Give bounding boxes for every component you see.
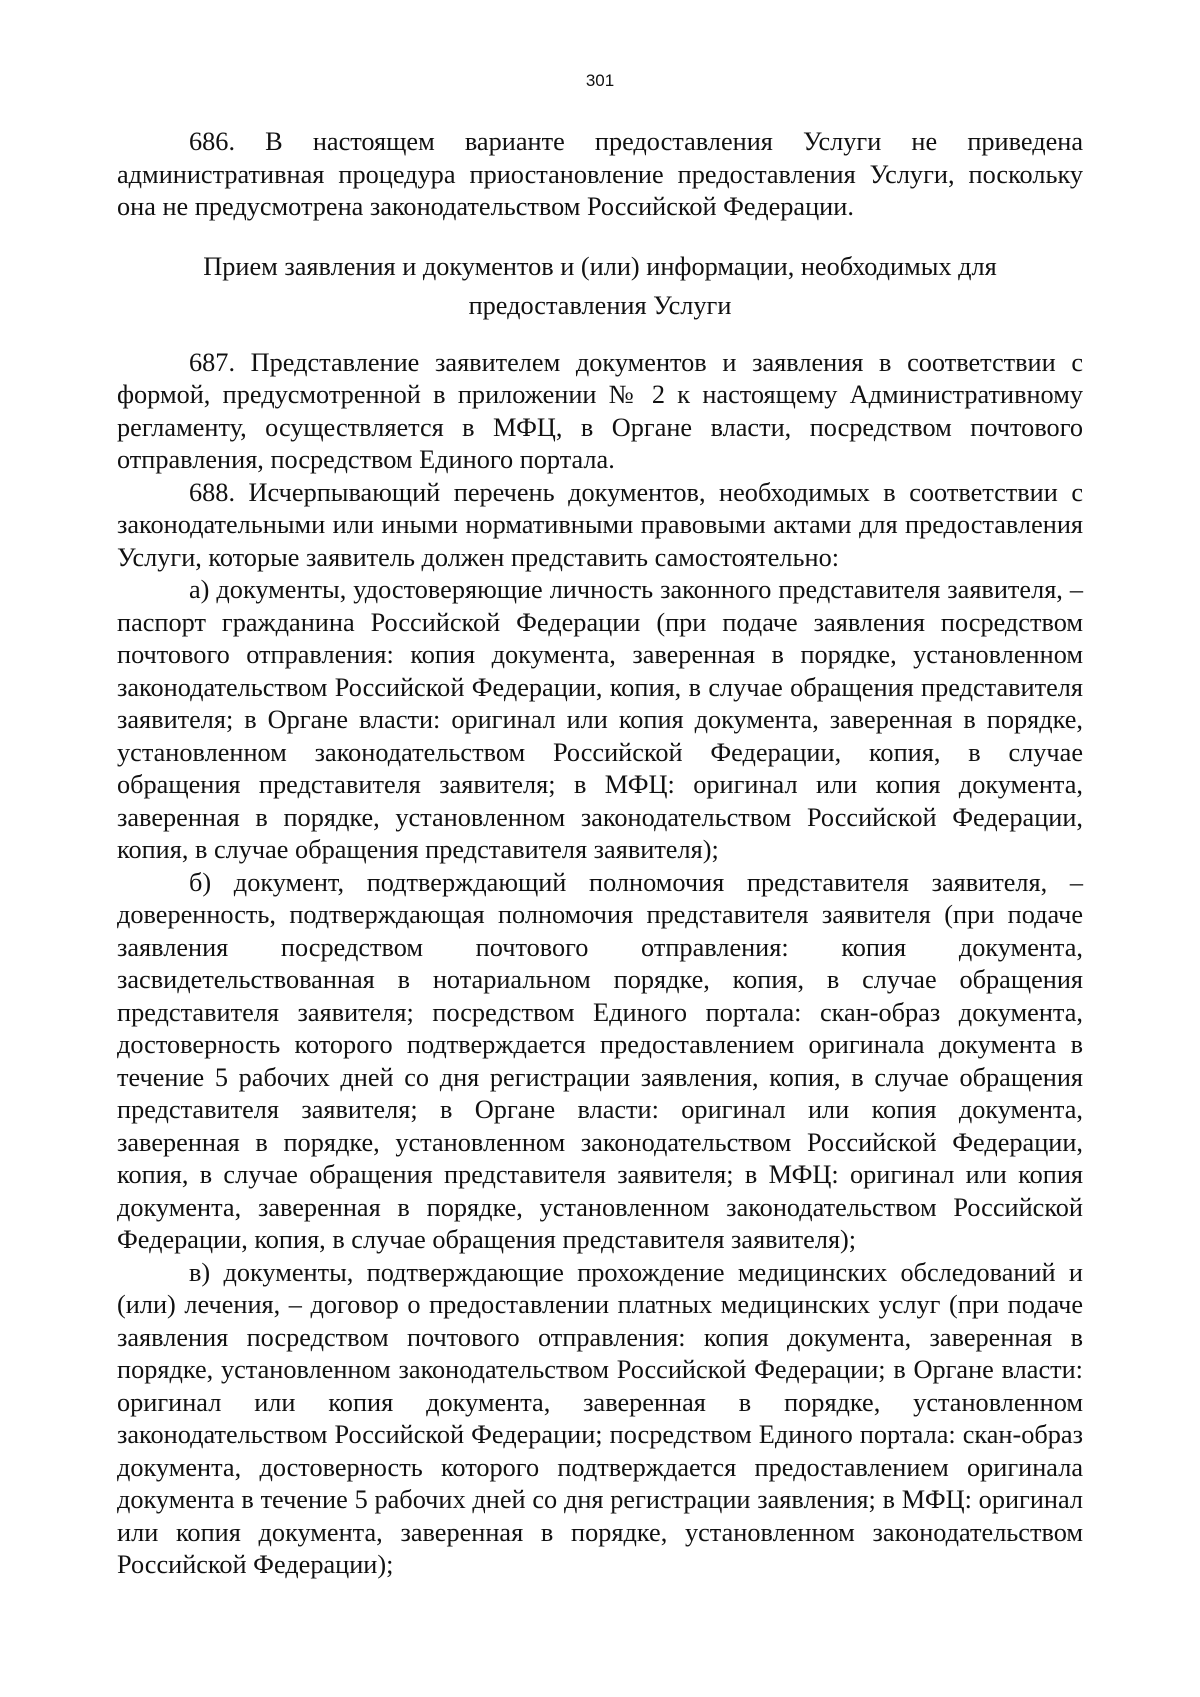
section-heading	[117, 247, 1083, 325]
list-item-v: в) документы, подтверждающие прохождение медицинских обследований и (или) лечения, – договор о предоставлении платных медицинских услуг (при подаче заявления посредством почтового отправления: копия документа, заверенная в порядке, установленном законодательством Российской Федерации; в Органе власти: оригинал или копия документа, заверенная в порядке, установленном законодательством Российской Федерации; посредством Единого портала: скан-образ документа, достоверность которого подтверждается предоставлением оригинала документа в течение 5 рабочих дней со дня регистрации заявления; в МФЦ: оригинал или копия документа, заверенная в порядке, установленном законодательством Российской Федерации);	[117, 1257, 1083, 1579]
paragraph-688: 688. Исчерпывающий перечень документов, необходимых в соответствии с законодательными или иными нормативными правовыми актами для предоставления Услуги, которые заявитель должен представить самостоятельно:	[117, 477, 1083, 572]
page-number: 301	[585, 71, 615, 90]
paragraph-687: 687. Представление заявителем документов и заявления в соответствии с формой, предусмотренной в приложении № 2 к настоящему Административному регламенту, осуществляется в МФЦ, в Органе власти, посредством почтового отправления, посредством Единого портала.	[117, 347, 1083, 474]
section-heading-line-1: Прием заявления и документов и (или) информации, необходимых для	[203, 251, 997, 281]
list-item-a: а) документы, удостоверяющие личность законного представителя заявителя, – паспорт гражданина Российской Федерации (при подаче заявления посредством почтового отправления: копия документа, заверенная в порядке, установленном законодательством Российской Федерации, копия, в случае обращения представителя заявителя; в Органе власти: оригинал или копия документа, заверенная в порядке, установленном законодательством Российской Федерации, копия, в случае обращения представителя заявителя; в МФЦ: оригинал или копия документа, заверенная в порядке, установленном законодательством Российской Федерации, копия, в случае обращения представителя заявителя);	[117, 575, 1083, 864]
document-body	[117, 126, 1083, 1582]
section-heading-line-2: предоставления Услуги	[468, 290, 732, 320]
list-item-b: б) документ, подтверждающий полномочия представителя заявителя, – доверенность, подтверждающая полномочия представителя заявителя (при подаче заявления посредством почтового отправления: копия документа, засвидетельствованная в нотариальном порядке, копия, в случае обращения представителя заявителя; посредством Единого портала: скан-образ документа, достоверность которого подтверждается предоставлением оригинала документа в течение 5 рабочих дней со дня регистрации заявления, копия, в случае обращения представителя заявителя; в Органе власти: оригинал или копия документа, заверенная в порядке, установленном законодательством Российской Федерации, копия, в случае обращения представителя заявителя; в МФЦ: оригинал или копия документа, заверенная в порядке, установленном законодательством Российской Федерации, копия, в случае обращения представителя заявителя);	[117, 867, 1083, 1254]
paragraph-686: 686. В настоящем варианте предоставления Услуги не приведена административная процедура приостановление предоставления Услуги, поскольку она не предусмотрена законодательством Российской Федерации.	[117, 127, 1083, 221]
